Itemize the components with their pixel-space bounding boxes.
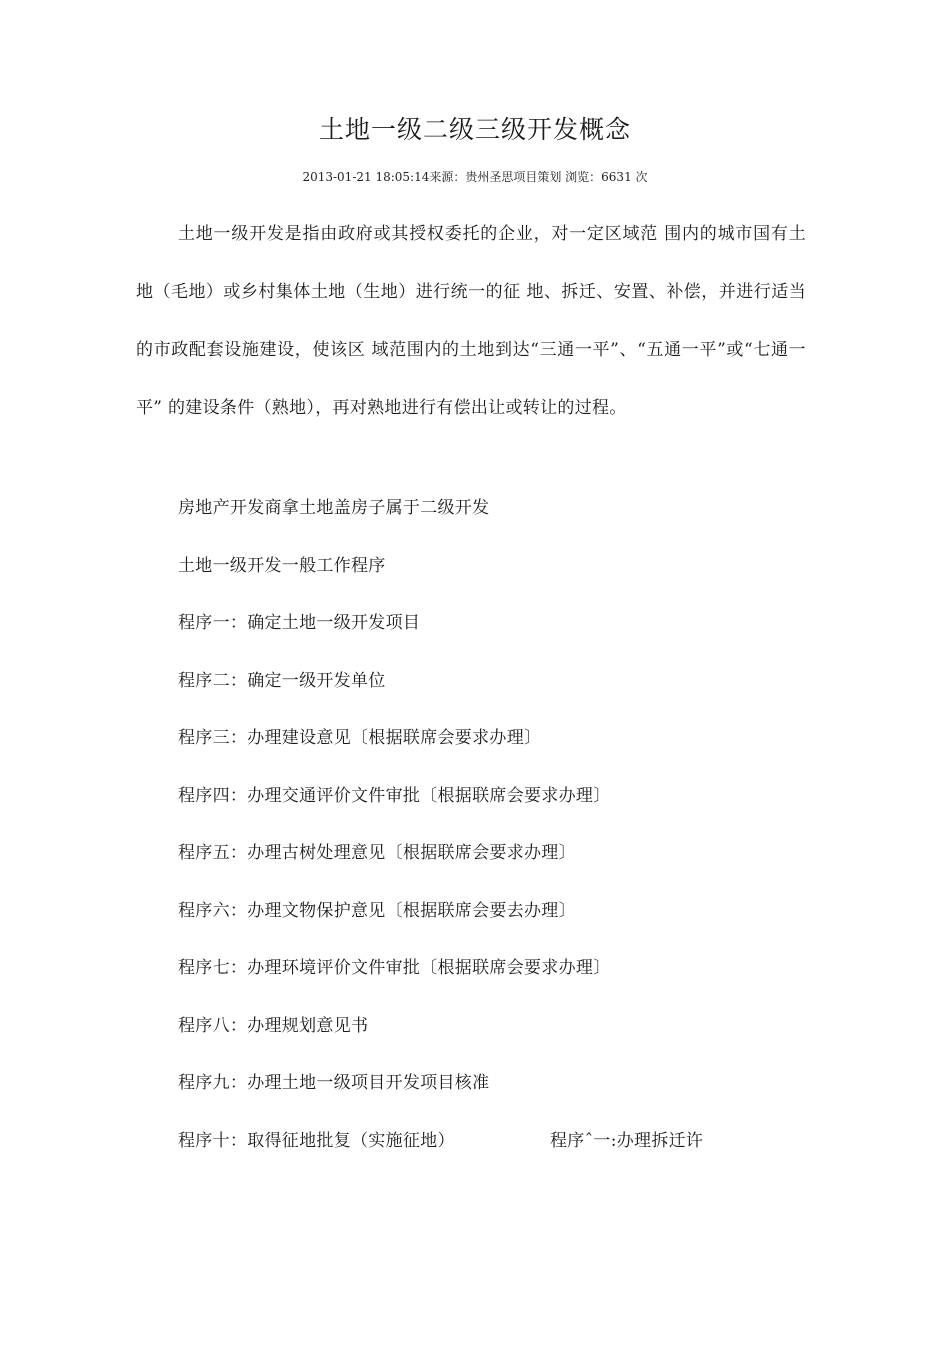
paragraph-line: 土地一级开发一般工作程序 (178, 556, 386, 576)
paragraph-line: 房地产开发商拿土地盖房子属于二级开发 (178, 498, 490, 518)
procedure-step: 程序九：办理土地一级项目开发项目核准 (178, 1073, 490, 1093)
procedure-step: 程序五：办理古树处理意见〔根据联席会要求办理〕 (178, 843, 576, 863)
procedure-step: 程序四：办理交通评价文件审批〔根据联席会要求办理〕 (178, 786, 611, 806)
procedure-step: 程序十：取得征地批复（实施征地） (178, 1131, 455, 1151)
procedure-step: 程序八：办理规划意见书 (178, 1016, 369, 1036)
procedure-step: 程序一：确定土地一级开发项目 (178, 613, 421, 633)
article-title: 土地一级二级三级开发概念 (318, 115, 631, 144)
procedure-step: 程序三：办理建设意见〔根据联席会要求办理〕 (178, 728, 542, 748)
procedure-step: 程序七：办理环境评价文件审批〔根据联席会要求办理〕 (178, 958, 611, 978)
procedure-step: 程序二：确定一级开发单位 (178, 671, 386, 691)
procedure-step: 程序六：办理文物保护意见〔根据联席会要去办理〕 (178, 901, 576, 921)
intro-paragraph: 土地一级开发是指由政府或其授权委托的企业，对一定区域范 围内的城市国有土地（毛地）或乡村集体土地（生地）进行统一的征 地、拆迁、安置、补偿，并进行适当的市政配套设施建设，使该区 域范围内的土地到达“三通一平”、“五通一平”或“七通一平” 的建设条件（熟地），再对熟地进行有偿出让或转让的过程。 (136, 224, 806, 418)
procedure-step-continued: 程序ˆ一:办理拆迁许 (550, 1131, 704, 1151)
article-meta: 2013-01-21 18:05:14来源：贵州圣思项目策划 浏览：6631 次 (302, 170, 648, 184)
